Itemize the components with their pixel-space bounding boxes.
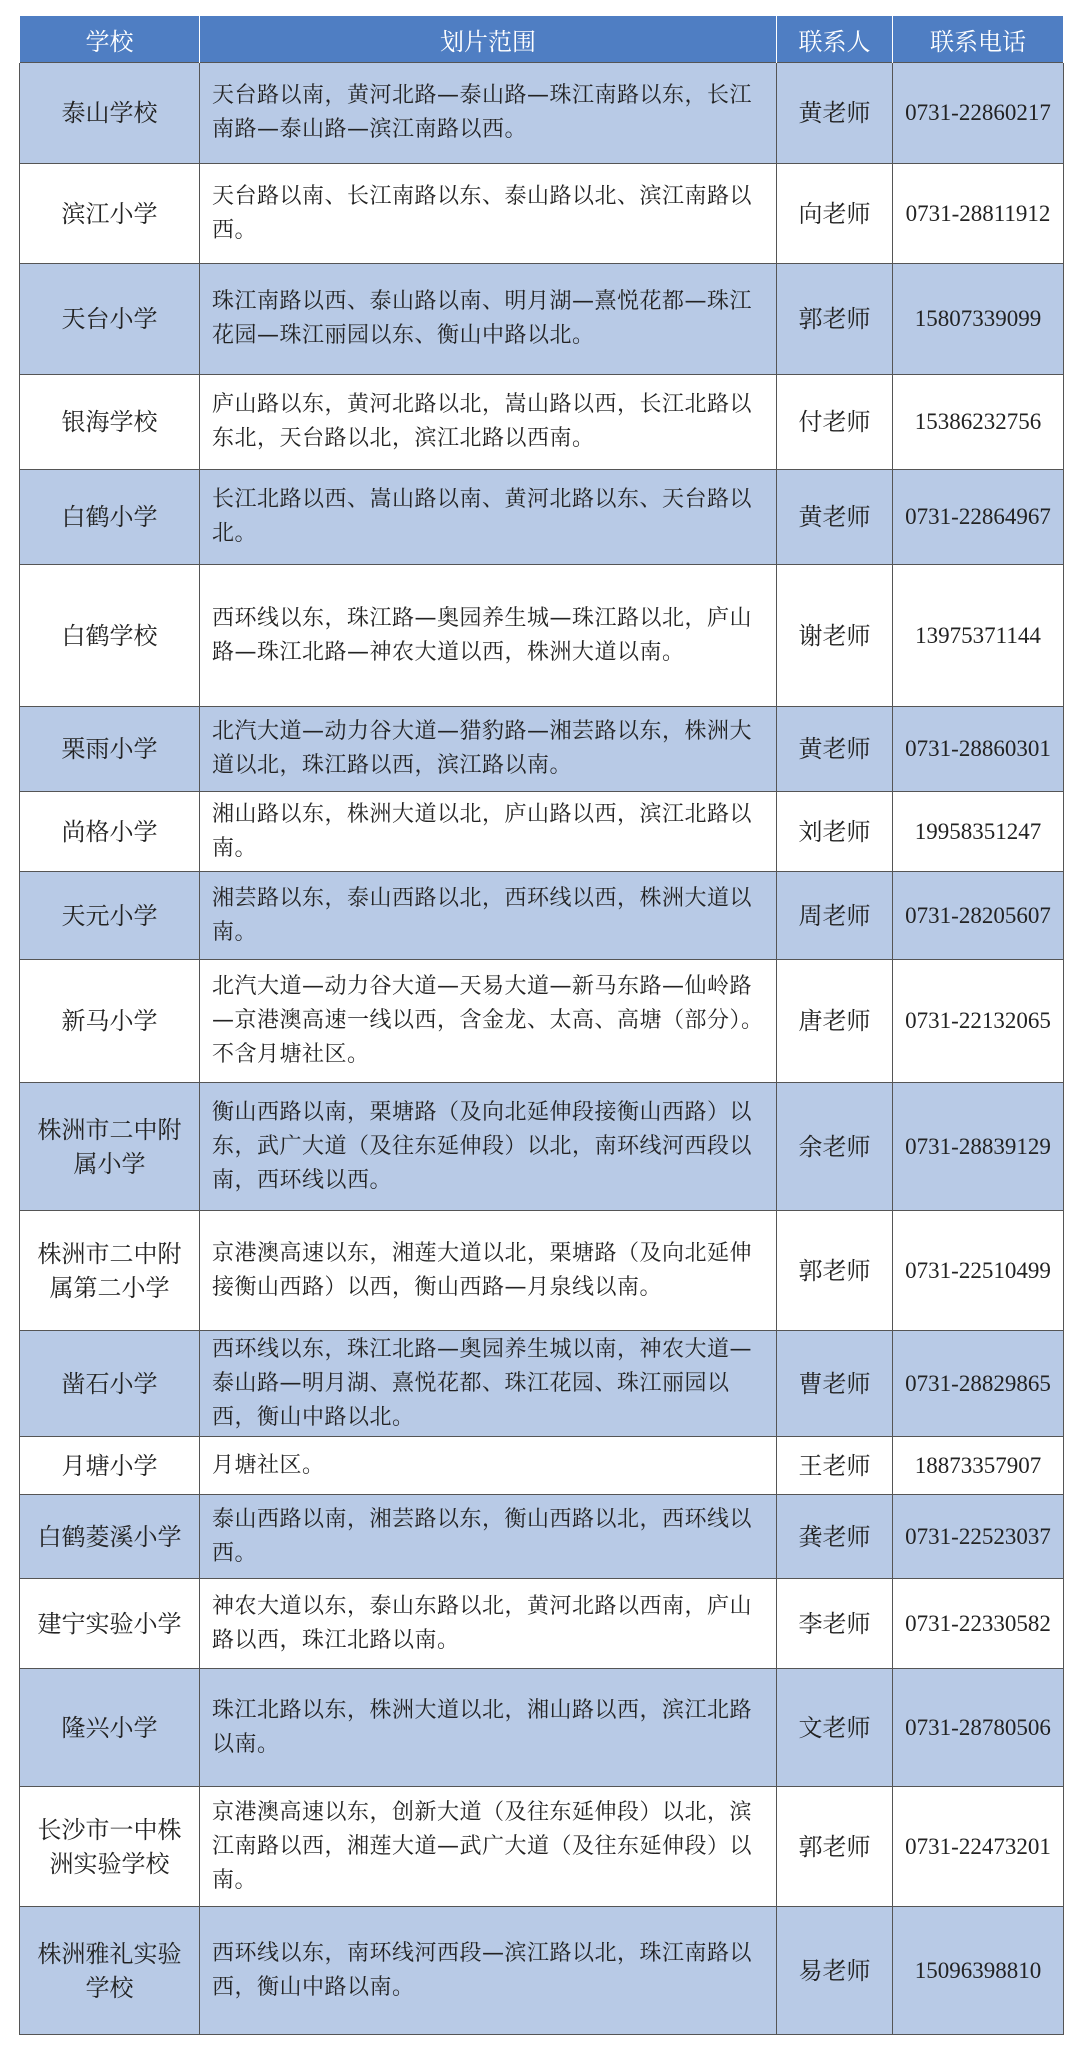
contact-person: 郭老师 xyxy=(777,264,893,375)
contact-person: 余老师 xyxy=(777,1083,893,1211)
district-range: 月塘社区。 xyxy=(200,1437,777,1495)
contact-person: 李老师 xyxy=(777,1579,893,1669)
contact-phone: 15096398810 xyxy=(893,1907,1064,2035)
contact-person: 易老师 xyxy=(777,1907,893,2035)
contact-phone: 0731-28860301 xyxy=(893,707,1064,792)
school-name: 株洲雅礼实验学校 xyxy=(20,1907,200,2035)
header-phone: 联系电话 xyxy=(893,16,1064,63)
contact-person: 刘老师 xyxy=(777,792,893,872)
contact-phone: 18873357907 xyxy=(893,1437,1064,1495)
school-name: 滨江小学 xyxy=(20,164,200,264)
table-row xyxy=(20,1787,1064,1907)
contact-phone: 0731-22864967 xyxy=(893,470,1064,565)
contact-person: 曹老师 xyxy=(777,1331,893,1437)
school-name: 白鹤学校 xyxy=(20,565,200,707)
contact-person: 谢老师 xyxy=(777,565,893,707)
table-row xyxy=(20,707,1064,792)
contact-person: 文老师 xyxy=(777,1669,893,1787)
district-range: 湘芸路以东，泰山西路以北，西环线以西，株洲大道以南。 xyxy=(200,872,777,960)
table-header-row xyxy=(20,16,1064,63)
table-row xyxy=(20,470,1064,565)
header-contact: 联系人 xyxy=(777,16,893,63)
table-row xyxy=(20,1669,1064,1787)
table-row xyxy=(20,1907,1064,2035)
contact-person: 郭老师 xyxy=(777,1787,893,1907)
district-range: 湘山路以东，株洲大道以北，庐山路以西，滨江北路以南。 xyxy=(200,792,777,872)
table-row xyxy=(20,872,1064,960)
school-name: 新马小学 xyxy=(20,960,200,1083)
district-range: 北汽大道—动力谷大道—猎豹路—湘芸路以东，株洲大道以北，珠江路以西，滨江路以南。 xyxy=(200,707,777,792)
contact-phone: 0731-22860217 xyxy=(893,63,1064,164)
contact-person: 周老师 xyxy=(777,872,893,960)
contact-phone: 19958351247 xyxy=(893,792,1064,872)
table-row xyxy=(20,63,1064,164)
contact-person: 向老师 xyxy=(777,164,893,264)
table-row xyxy=(20,792,1064,872)
contact-person: 黄老师 xyxy=(777,707,893,792)
district-range: 西环线以东，珠江路—奥园养生城—珠江路以北，庐山路—珠江北路—神农大道以西，株洲大道以南。 xyxy=(200,565,777,707)
district-range: 长江北路以西、嵩山路以南、黄河北路以东、天台路以北。 xyxy=(200,470,777,565)
district-range: 西环线以东，珠江北路—奥园养生城以南，神农大道—泰山路—明月湖、熹悦花都、珠江花园、珠江丽园以西，衡山中路以北。 xyxy=(200,1331,777,1437)
school-name: 天台小学 xyxy=(20,264,200,375)
contact-phone: 0731-22510499 xyxy=(893,1211,1064,1331)
school-name: 建宁实验小学 xyxy=(20,1579,200,1669)
contact-phone: 0731-28205607 xyxy=(893,872,1064,960)
district-range: 西环线以东，南环线河西段—滨江路以北，珠江南路以西，衡山中路以南。 xyxy=(200,1907,777,2035)
table-row xyxy=(20,1437,1064,1495)
contact-person: 唐老师 xyxy=(777,960,893,1083)
contact-phone: 15807339099 xyxy=(893,264,1064,375)
contact-person: 付老师 xyxy=(777,375,893,470)
school-name: 株洲市二中附属第二小学 xyxy=(20,1211,200,1331)
table-row xyxy=(20,1495,1064,1579)
contact-person: 郭老师 xyxy=(777,1211,893,1331)
contact-person: 王老师 xyxy=(777,1437,893,1495)
table-row xyxy=(20,164,1064,264)
district-range: 泰山西路以南，湘芸路以东，衡山西路以北，西环线以西。 xyxy=(200,1495,777,1579)
school-name: 尚格小学 xyxy=(20,792,200,872)
table-row xyxy=(20,1331,1064,1437)
contact-phone: 0731-22473201 xyxy=(893,1787,1064,1907)
table-row xyxy=(20,375,1064,470)
contact-phone: 0731-22523037 xyxy=(893,1495,1064,1579)
school-name: 株洲市二中附属小学 xyxy=(20,1083,200,1211)
school-district-table-container xyxy=(19,16,1063,2035)
contact-phone: 15386232756 xyxy=(893,375,1064,470)
district-range: 神农大道以东，泰山东路以北，黄河北路以西南，庐山路以西，珠江北路以南。 xyxy=(200,1579,777,1669)
school-name: 白鹤小学 xyxy=(20,470,200,565)
district-range: 衡山西路以南，栗塘路（及向北延伸段接衡山西路）以东，武广大道（及往东延伸段）以北，南环线河西段以南，西环线以西。 xyxy=(200,1083,777,1211)
school-name: 隆兴小学 xyxy=(20,1669,200,1787)
table-row xyxy=(20,1579,1064,1669)
contact-phone: 0731-28839129 xyxy=(893,1083,1064,1211)
school-name: 白鹤菱溪小学 xyxy=(20,1495,200,1579)
contact-phone: 0731-28780506 xyxy=(893,1669,1064,1787)
contact-phone: 0731-28811912 xyxy=(893,164,1064,264)
contact-phone: 0731-28829865 xyxy=(893,1331,1064,1437)
contact-person: 黄老师 xyxy=(777,470,893,565)
district-range: 珠江南路以西、泰山路以南、明月湖—熹悦花都—珠江花园—珠江丽园以东、衡山中路以北。 xyxy=(200,264,777,375)
table-row xyxy=(20,1083,1064,1211)
school-district-table xyxy=(19,16,1064,2035)
district-range: 庐山路以东，黄河北路以北，嵩山路以西，长江北路以东北，天台路以北，滨江北路以西南。 xyxy=(200,375,777,470)
school-name: 月塘小学 xyxy=(20,1437,200,1495)
district-range: 京港澳高速以东，创新大道（及往东延伸段）以北，滨江南路以西，湘莲大道—武广大道（及往东延伸段）以南。 xyxy=(200,1787,777,1907)
district-range: 天台路以南，黄河北路—泰山路—珠江南路以东，长江南路—泰山路—滨江南路以西。 xyxy=(200,63,777,164)
school-name: 凿石小学 xyxy=(20,1331,200,1437)
school-name: 泰山学校 xyxy=(20,63,200,164)
contact-phone: 0731-22330582 xyxy=(893,1579,1064,1669)
school-name: 天元小学 xyxy=(20,872,200,960)
table-row xyxy=(20,565,1064,707)
district-range: 北汽大道—动力谷大道—天易大道—新马东路—仙岭路—京港澳高速一线以西，含金龙、太高、高塘（部分）。不含月塘社区。 xyxy=(200,960,777,1083)
contact-person: 黄老师 xyxy=(777,63,893,164)
school-name: 栗雨小学 xyxy=(20,707,200,792)
table-row xyxy=(20,960,1064,1083)
contact-phone: 13975371144 xyxy=(893,565,1064,707)
header-school: 学校 xyxy=(20,16,200,63)
header-range: 划片范围 xyxy=(200,16,777,63)
contact-person: 龚老师 xyxy=(777,1495,893,1579)
table-row xyxy=(20,264,1064,375)
district-range: 珠江北路以东，株洲大道以北，湘山路以西，滨江北路以南。 xyxy=(200,1669,777,1787)
district-range: 京港澳高速以东，湘莲大道以北，栗塘路（及向北延伸接衡山西路）以西，衡山西路—月泉线以南。 xyxy=(200,1211,777,1331)
school-name: 长沙市一中株洲实验学校 xyxy=(20,1787,200,1907)
district-range: 天台路以南、长江南路以东、泰山路以北、滨江南路以西。 xyxy=(200,164,777,264)
school-name: 银海学校 xyxy=(20,375,200,470)
contact-phone: 0731-22132065 xyxy=(893,960,1064,1083)
table-row xyxy=(20,1211,1064,1331)
